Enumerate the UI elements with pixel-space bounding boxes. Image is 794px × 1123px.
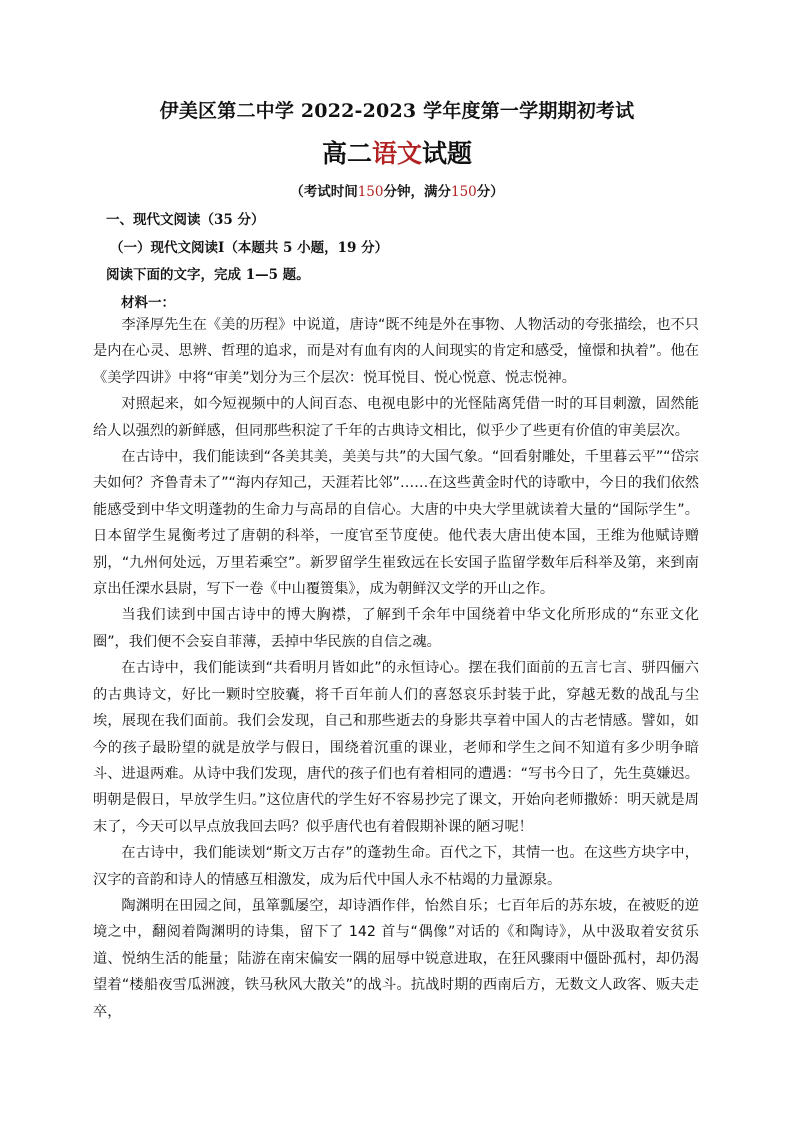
time-minutes: 150 <box>357 184 384 200</box>
reading-instruction: 阅读下面的文字，完成 1—5 题。 <box>106 267 310 283</box>
time-score: 150 <box>451 184 477 200</box>
passage-paragraph: 当我们读到中国古诗中的博大胸襟，了解到千余年中国绕着中华文化所形成的“东亚文化圈”，我们便不会妄自菲薄，丢掉中华民族的自信之魂。 <box>93 607 699 650</box>
passage-paragraph: 在古诗中，我们能读到“共看明月皆如此”的永恒诗心。摆在我们面前的五言七言、骈四俪六的古典诗文，好比一颗时空胶囊，将千百年前人们的喜怒哀乐封装于此，穿越无数的战乱与尘埃，展现在我们面前。我们会发现，自己和那些逝去的身影共享着中国人的古老情感。譬如，如今的孩子最盼望的就是放学与假日，围绕着沉重的课业，老师和学生之间不知道有多少明争暗斗、进退两难。从诗中我们发现，唐代的孩子们也有着相同的遭遇：“写书今日了，先生莫嫌迟。明朝是假日，早放学生归。”这位唐代的学生好不容易抄完了课文，开始向老师撒娇：明天就是周末了，今天可以早点放我回去吗？似乎唐代也有着假期补课的陋习呢！ <box>93 660 699 835</box>
subtitle-suffix: 试题 <box>422 139 473 168</box>
passage-paragraph: 陶渊明在田园之间，虽箪瓢屡空，却诗酒作伴，怡然自乐；七百年后的苏东坡，在被贬的逆境之中，翻阅着陶渊明的诗集，留下了 142 首与“偶像”对话的《和陶诗》，从中汲取着安贫乐道、悦纳生活的能量；陆游在南宋偏安一隅的屈辱中锐意进取，在狂风骤雨中僵卧孤村，却仍渴望着“楼船夜雪瓜洲渡，铁马秋风大散关”的战斗。抗战时期的西南后方，无数文人政客、贩夫走卒， <box>93 897 699 1020</box>
exam-time-info <box>0 180 794 200</box>
passage-body <box>93 312 699 1025</box>
exam-subtitle <box>0 134 794 170</box>
material-label: 材料一： <box>121 295 175 311</box>
subtitle-subject: 语文 <box>371 139 422 168</box>
time-suffix: 分） <box>476 184 504 200</box>
time-middle: 分钟，满分 <box>383 184 451 200</box>
passage-paragraph: 在古诗中，我们能读到“各美其美，美美与共”的大国气象。“回看射雕处，千里暮云平”“岱宗夫如何？齐鲁青未了”“海内存知己，天涯若比邻”……在这些黄金时代的诗歌中，今日的我们依然能感受到中华文明蓬勃的生命力与高昂的自信心。大唐的中央大学里就读着大量的“国际学生”。日本留学生晁衡考过了唐朝的科举，一度官至节度使。他代表大唐出使本国，王维为他赋诗赠别，“九州何处远，万里若乘空”。新罗留学生崔致远在长安国子监留学数年后科举及第，来到南京出任溧水县尉，写下一卷《中山覆篑集》，成为朝鲜汉文学的开山之作。 <box>93 449 699 598</box>
passage-paragraph: 对照起来，如今短视频中的人间百态、电视电影中的光怪陆离凭借一时的耳目刺激，固然能给人以强烈的新鲜感，但同那些积淀了千年的古典诗文相比，似乎少了些更有价值的审美层次。 <box>93 396 699 439</box>
passage-paragraph: 在古诗中，我们能读划“斯文万古存”的蓬勃生命。百代之下，其情一也。在这些方块字中，汉字的音韵和诗人的情感互相激发，成为后代中国人永不枯竭的力量源泉。 <box>93 845 699 888</box>
passage-paragraph: 李泽厚先生在《美的历程》中说道，唐诗“既不纯是外在事物、人物活动的夸张描绘，也不只是内在心灵、思辨、哲理的追求，而是对有血有肉的人间现实的肯定和感受，憧憬和执着”。他在《美学四讲》中将“审美”划分为三个层次：悦耳悦目、悦心悦意、悦志悦神。 <box>93 317 699 386</box>
section-heading: 一、现代文阅读（35 分） <box>106 212 265 228</box>
time-prefix: （考试时间 <box>290 184 358 200</box>
subsection-heading: （一）现代文阅读Ⅰ（本题共 5 小题，19 分） <box>110 240 389 256</box>
subtitle-prefix: 高二 <box>321 139 372 168</box>
exam-title: 伊美区第二中学 2022-2023 学年度第一学期期初考试 <box>159 100 635 122</box>
